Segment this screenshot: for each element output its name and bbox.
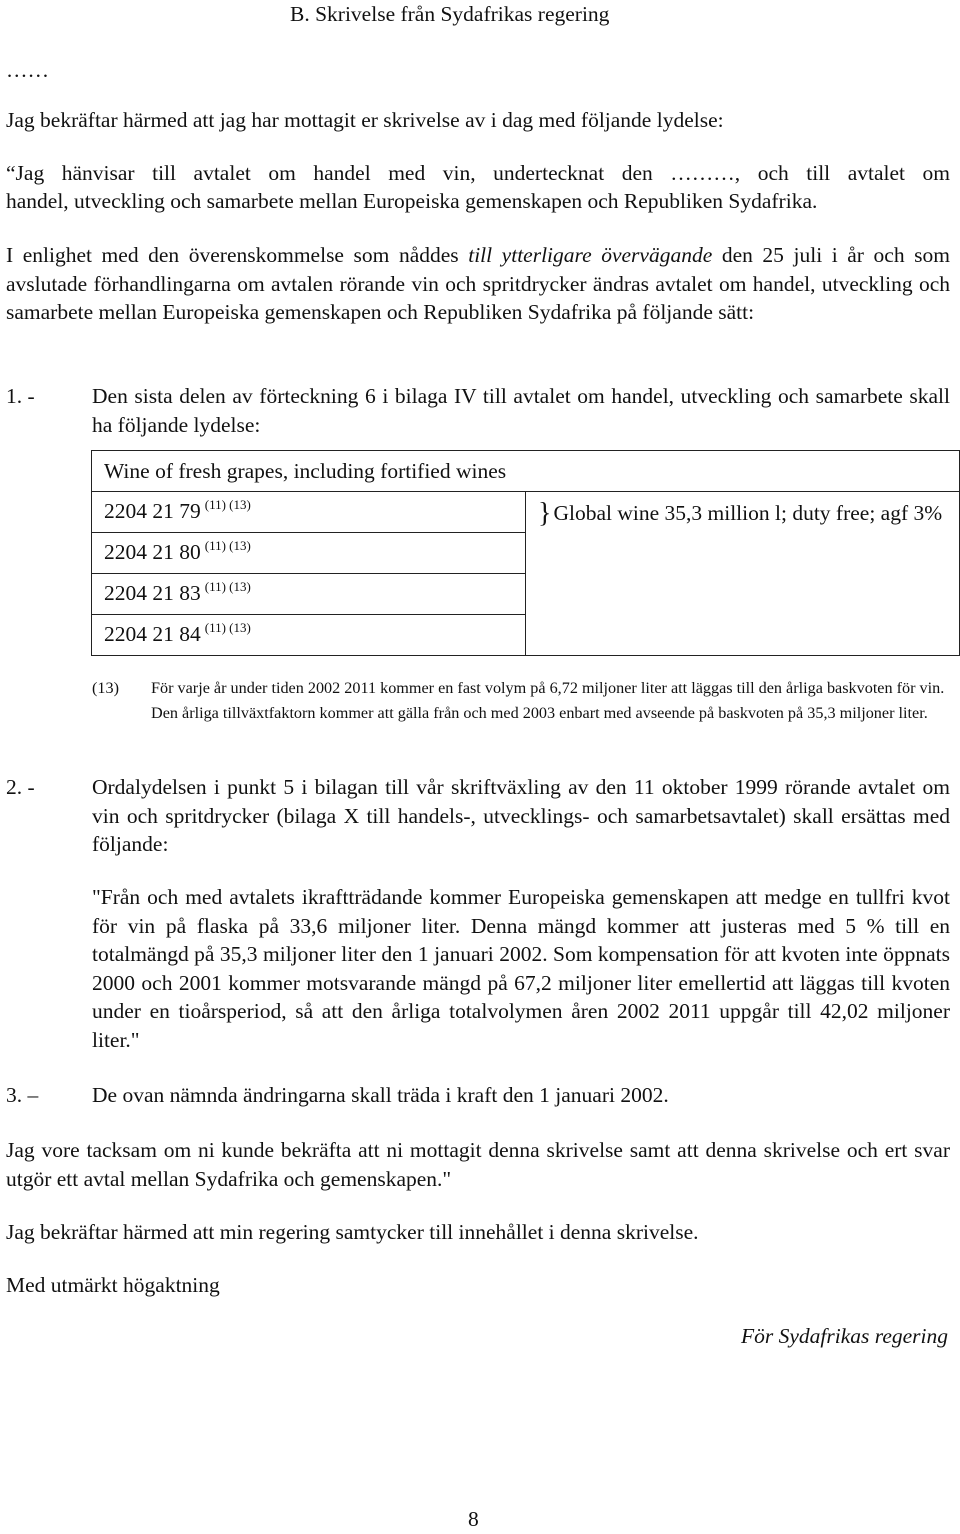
amendment-text-start: I enlighet med den överenskommelse som nåddes (6, 243, 469, 267)
quote-opening-line-2: handel, utveckling och samarbete mellan Europeiska gemenskapen och Republiken Sydafrika. (6, 189, 818, 213)
quota-cell-empty (526, 615, 960, 656)
tariff-code-cell (92, 492, 526, 533)
table-row (92, 574, 960, 615)
closing-paragraph: Jag vore tacksam om ni kunde bekräfta att ni mottagit denna skrivelse samt att denna skrivelse och ert svar utgör ett avtal mellan Sydafrika och gemenskapen." (6, 1138, 950, 1191)
table-heading: Wine of fresh grapes, including fortified wines (92, 451, 960, 492)
signature-line: För Sydafrikas regering (740, 1324, 948, 1348)
footnote-refs: (11) (13) (204, 578, 251, 594)
tariff-code: 2204 21 84 (104, 621, 201, 646)
item-2-quote: "Från och med avtalets ikraftträdande kommer Europeiska gemenskapen att medge en tullfri kvot för vin på flaska på 33,6 miljoner liter. Denna mängd kommer att justeras med 5 % till en totalmängd på 35,3 miljoner liter den 1 januari 2002. Som kompensation för att kvoten inte öppnats 2000 och 2001 kommer motsvarande mängd på 67,2 miljoner liter emellertid att läggas till kvoten under en tioårsperiod, så att den årliga totalvolymen åren 2002 2011 uppgår till 42,02 miljoner liter." (92, 885, 950, 1052)
ellipsis: …… (6, 58, 49, 82)
item-1-text: Den sista delen av förteckning 6 i bilaga IV till avtalet om handel, utveckling och samarbete skall ha följande lydelse: (92, 384, 950, 437)
amendment-paragraph (6, 241, 950, 327)
brace-glyph: } (538, 497, 552, 529)
tariff-code: 2204 21 80 (104, 539, 201, 564)
tariff-code-cell (92, 574, 526, 615)
quota-cell (526, 492, 960, 533)
item-3-text: De ovan nämnda ändringarna skall träda i kraft den 1 januari 2002. (92, 1083, 669, 1107)
tariff-code: 2204 21 79 (104, 498, 201, 523)
item-1-number: 1. - (6, 384, 35, 408)
tariff-schedule-table (91, 450, 960, 656)
intro-paragraph: Jag bekräftar härmed att jag har mottagit er skrivelse av i dag med följande lydelse: (6, 108, 724, 132)
tariff-code: 2204 21 83 (104, 580, 201, 605)
amendment-text-end: den 25 juli i år och som avslutade förhandlingarna om avtalen rörande vin och spritdrycker ändras avtalet om handel, utveckling och samarbete mellan Europeiska gemenskapen och Republiken Sydafrika på följande sätt: (6, 243, 950, 325)
item-2-text: Ordalydelsen i punkt 5 i bilagan till vår skriftväxling av den 11 oktober 1999 rörande avtalet om vin och spritdrycker (bilaga X till handels-, utvecklings- och samarbetsavtalet) skall ersättas med följande: (92, 775, 950, 857)
table-row (92, 533, 960, 574)
table-row (92, 492, 960, 533)
footnote-refs: (11) (13) (204, 496, 251, 512)
item-2-number: 2. - (6, 775, 35, 799)
footnote-refs: (11) (13) (204, 619, 251, 635)
page-number: 8 (468, 1507, 479, 1531)
item-3-number: 3. – (6, 1083, 39, 1107)
table-row (92, 615, 960, 656)
amendment-text-italic: till ytterligare övervägande (468, 243, 713, 267)
footnote-number: (13) (92, 679, 119, 697)
footnote-text: För varje år under tiden 2002 2011 kommer en fast volym på 6,72 miljoner liter att läggas till den årliga baskvoten för vin. Den årliga tillväxtfaktorn kommer att gälla från och med 2003 enbart med avseende på baskvoten på 35,3 miljoner liter. (151, 679, 945, 722)
table-heading-row (92, 451, 960, 492)
quota-cell-empty (526, 533, 960, 574)
section-heading: B. Skrivelse från Sydafrikas regering (290, 2, 610, 26)
confirmation-paragraph: Jag bekräftar härmed att min regering samtycker till innehållet i denna skrivelse. (6, 1220, 699, 1244)
tariff-code-cell (92, 615, 526, 656)
footnote-refs: (11) (13) (204, 537, 251, 553)
salutation: Med utmärkt högaktning (6, 1273, 220, 1297)
tariff-code-cell (92, 533, 526, 574)
quote-opening-line-1: “Jag hänvisar till avtalet om handel med vin, undertecknat den ………, och till avtalet om (6, 161, 950, 185)
quota-cell-empty (526, 574, 960, 615)
quota-text: Global wine 35,3 million l; duty free; agf 3% (553, 500, 943, 525)
